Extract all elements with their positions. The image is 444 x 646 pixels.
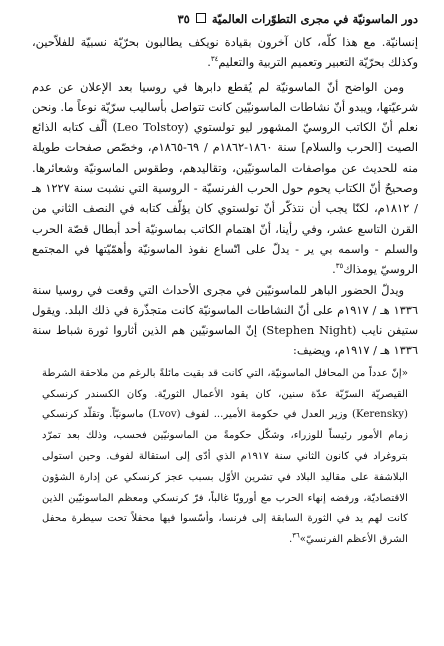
footnote-ref: ٣٦ [292,531,300,540]
paragraph-text: إنسانيّة. مع هذا كلّه، كان آخرون بقيادة نويكف يطالبون بحرّيّة نسبيّة للفلاّحين، وكذلك بحرّيّة التعبير وتعميم التربية والتعليم [32,35,418,70]
square-ornament-icon [196,13,206,23]
block-quote: «إنّ عدداً من المحافل الماسونيّة، التي كانت قد بقيت مائلةً بالرغم من ملاحقة الشرطة القيصريّة السرّيّة عدّة سنين، كان يقود الأعمال الثوريّة. وكان الكسندر كرنسكي (Kerensky) وزير العدل في حكومة الأمير... لفوف (Lvov) ماسونيّاً. وتقلّد كرنسكي زمام الأمور رئيساً للوزراء، وشكّل حكومةً من الماسونيّين فحسب، وذلك بعد تمرّد بتروغراد في كانون الثاني سنة ١٩١٧م الذي أدّى إلى استقالة لفوف. وحين استولى البلاشفة على مقاليد البلاد في تشرين الأوّل بسبب عجز كرنسكي عن إدارة الشؤون الاقتصاديّة، ورفضه إنهاء الحرب مع أوروبّا غالباً، فرّ كرنسكي ومعظم الماسونيّين الذين كانت لهم يد في الثورة السابقة إلى فرنسا، وأسّسوا فيها محفلاً تحت سيطرة محفل الشرق الأعظم الفرنسيّ»$^{٣٦}$. [42,367,408,546]
page-number: ٣٥ [177,12,190,26]
paragraph-2: ومن الواضح أنّ الماسونيّة لم يُقطع دابرها في روسيا بعد الإعلان عن عدم شرعيّتها، ويبدو أنّ نشاطات الماسونيّين كانت تتواصل بأساليب سرّيّة نوعاً ما. ونحن نعلم أنّ الكاتب الروسيّ المشهور ليو تولستوي (Leo Tolstoy) ألّف كتابه الذائع الصيت [الحرب والسلام] سنة ١٨٦٠-١٨٦٢م / ٦٩-١٨٦٥م، وخصّص صفحات طويلة منه للحديث عن مواصفات الماسونيّين، وتقاليدهم، وطقوس الماسونيّة وشعائرها. وصحيحٌ أنّ الكتاب يحوم حول الحرب الفرنسيّة - الروسية التي نشبت سنة ١٢٢٧ هـ / ١٨١٢م، لكنّا يجب أن نتذكّر أنّ تولستوي كان يؤلّف كتابه في النصف الثاني من القرن التاسع عشر، وفي رأينا، أنّ اهتمام الكاتب بماسونيّة أحد أبطال قصّة الحرب والسلم - واسمه بي ير - يدلّ على اتّساع نفوذ الماسونيّة وأهمّيّتها في المجتمع الروسيّ يومذاك$^{٣٥}$. [32,79,419,277]
running-header [32,12,418,26]
paragraph-3 [32,280,418,361]
header-title-group [177,12,418,26]
paragraph-text: ويدلّ الحضور الباهر للماسونيّين في مجرى الأحداث التي وقعت في روسيا سنة ١٣٣٦ هـ / ١٩١٧م على أنّ النشاطات الماسونيّة كانت متجذّرة في ذلك البلد. ويقول ستيفن نايب (Stephen Night) إنّ الماسونيّين هم الذين أثاروا ثورة شباط سنة ١٣٣٦ هـ / ١٩١٧م، ويضيف: [32,282,419,358]
paragraph-1: إنسانيّة. مع هذا كلّه، كان آخرون بقيادة نويكف يطالبون بحرّيّة نسبيّة للفلاّحين، وكذلك بحرّيّة التعبير وتعميم التربية والتعليم$^{٣٤}$. [32,35,418,70]
paragraph-text: ومن الواضح أنّ الماسونيّة لم يُقطع دابرها في روسيا بعد الإعلان عن عدم شرعيّتها، ويبدو أنّ نشاطات الماسونيّين كانت تتواصل بأساليب سرّيّة نوعاً ما. ونحن نعلم أنّ الكاتب الروسيّ المشهور ليو تولستوي (Leo Tolstoy) ألّف كتابه الذائع الصيت [الحرب والسلام] سنة ١٨٦٠-١٨٦٢م / ٦٩-١٨٦٥م، وخصّص صفحات طويلة منه للحديث عن مواصفات الماسونيّين، وتقاليدهم، وطقوس الماسونيّة وشعائرها. وصحيحٌ أنّ الكتاب يحوم حول الحرب الفرنسيّة - الروسية التي نشبت سنة ١٢٢٧ هـ / ١٨١٢م، لكنّا يجب أن نتذكّر أنّ تولستوي كان يؤلّف كتابه في النصف الثاني من القرن التاسع عشر، وفي رأينا، أنّ اهتمام الكاتب بماسونيّة أحد أبطال قصّة الحرب والسلم - واسمه بي ير - يدلّ على اتّساع نفوذ الماسونيّة وأهمّيّتها في المجتمع الروسيّ يومذاك [32,79,419,277]
footnote-ref: ٣٥ [335,262,344,271]
footnote-ref: ٣٤ [210,55,219,64]
quote-text: «إنّ عدداً من المحافل الماسونيّة، التي كانت قد بقيت مائلةً بالرغم من ملاحقة الشرطة القيصريّة السرّيّة عدّة سنين، كان يقود الأعمال الثوريّة. وكان الكسندر كرنسكي (Kerensky) وزير العدل في حكومة الأمير... لفوف (Lvov) ماسونيّاً. وتقلّد كرنسكي زمام الأمور رئيساً للوزراء، وشكّل حكومةً من الماسونيّين فحسب، وذلك بعد تمرّد بتروغراد في كانون الثاني سنة ١٩١٧م الذي أدّى إلى استقالة لفوف. وحين استولى البلاشفة على مقاليد البلاد في تشرين الأوّل بسبب عجز كرنسكي عن إدارة الشؤون الاقتصاديّة، ورفضه إنهاء الحرب مع أوروبّا غالباً، فرّ كرنسكي ومعظم الماسونيّين الذين كانت لهم يد في الثورة السابقة إلى فرنسا، وأسّسوا فيها محفلاً تحت سيطرة محفل الشرق الأعظم الفرنسيّ» [42,367,408,546]
running-title: دور الماسونيّة في مجرى التطوّرات العالميّة [211,12,418,26]
